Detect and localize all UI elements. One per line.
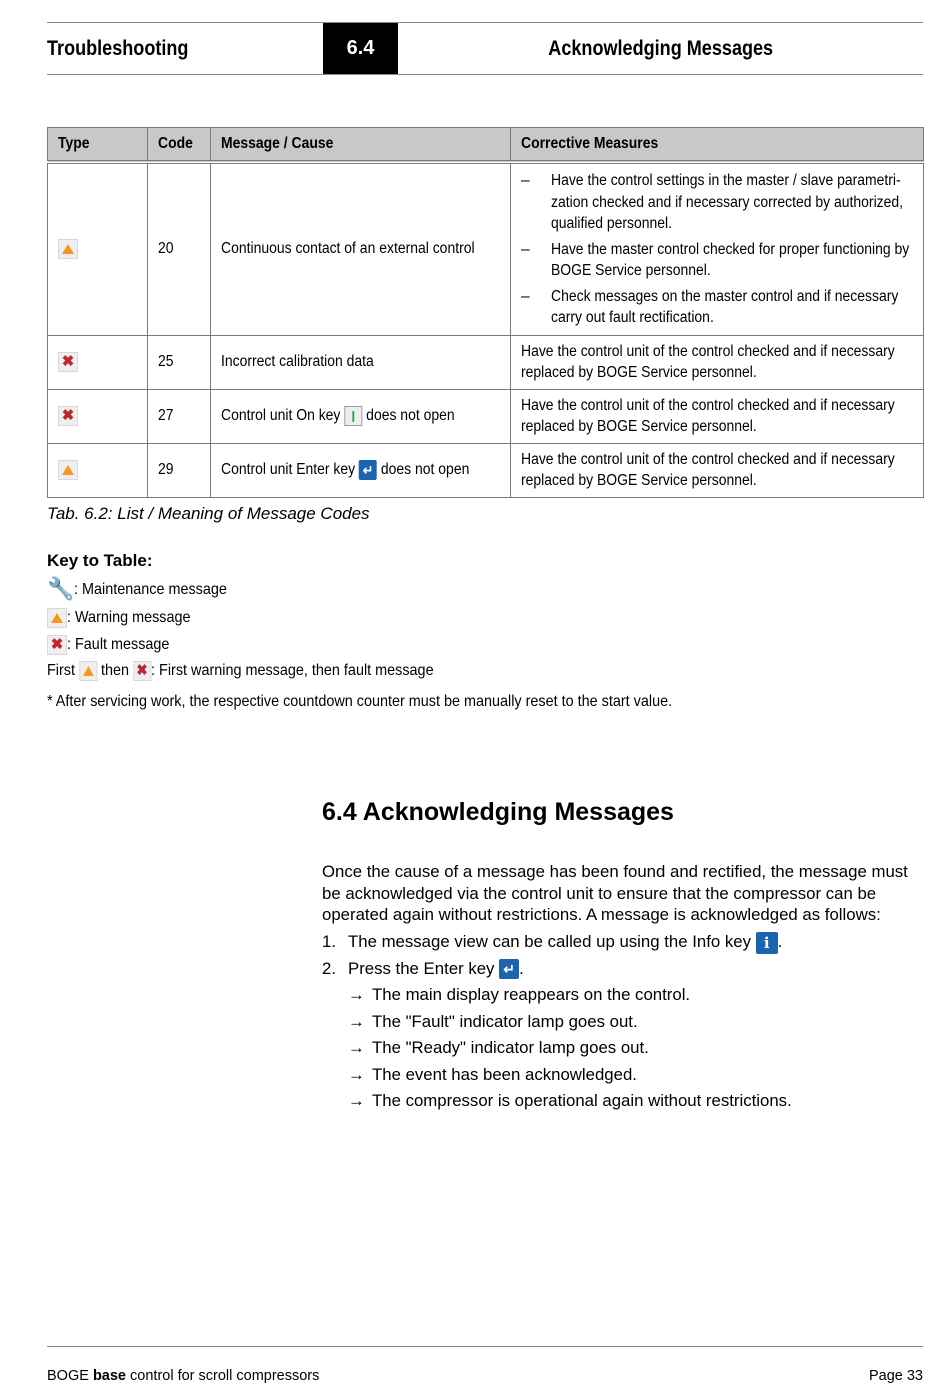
code-cell: 25: [148, 335, 211, 389]
message-cell: Control unit Enter key ↵ does not open: [211, 443, 511, 497]
fault-icon: ✖: [58, 352, 78, 372]
message-cell: Incorrect calibration data: [211, 335, 511, 389]
fault-icon: ✖: [58, 406, 78, 426]
step-item: 2. Press the Enter key ↵ .: [322, 958, 524, 978]
measures-cell: [511, 162, 924, 335]
result-item: → The "Fault" indicator lamp goes out.: [322, 1009, 924, 1036]
table-row: [48, 389, 924, 443]
key-fault: ✖ : Fault message: [47, 635, 181, 655]
table-row: [48, 162, 924, 335]
page-number: Page 33: [868, 1368, 923, 1384]
footer-product: BOGE base control for scroll compressors: [47, 1368, 320, 1384]
footer-divider: [47, 1346, 923, 1347]
warning-icon: [58, 460, 78, 480]
message-cell: Control unit On key does not open: [211, 389, 511, 443]
column-header-measures: Corrective Measures: [511, 128, 924, 163]
measure-item: – Check messages on the master control and if necessary carry out fault rectification.: [521, 286, 913, 329]
fault-icon: ✖: [133, 661, 151, 681]
table-header-row: [48, 128, 924, 163]
result-item: → The main display reappears on the control.: [322, 982, 924, 1009]
table-row: [48, 443, 924, 497]
column-header-type: Type: [48, 128, 148, 163]
measures-cell: Have the control unit of the control checked and if necessary replaced by BOGE Service personnel.: [511, 335, 924, 389]
arrow-icon: →: [348, 1064, 365, 1084]
table-row: [48, 335, 924, 389]
key-title: Key to Table:: [47, 551, 153, 570]
key-warning: : Warning message: [47, 608, 204, 628]
code-cell: 20: [148, 162, 211, 335]
result-item: → The "Ready" indicator lamp goes out.: [322, 1035, 924, 1062]
chapter-title: Troubleshooting: [47, 37, 189, 60]
fault-icon: ✖: [47, 635, 67, 655]
key-footnote: * After servicing work, the respective countdown counter must be manually reset to the start value.: [47, 693, 673, 710]
on-key-icon: [344, 406, 362, 426]
section-heading: 6.4 Acknowledging Messages: [322, 798, 674, 826]
warning-icon: [47, 608, 67, 628]
column-header-code: Code: [148, 128, 211, 163]
page-header: [47, 22, 923, 75]
code-cell: 29: [148, 443, 211, 497]
warning-icon: [58, 239, 78, 259]
message-codes-table: [47, 127, 924, 498]
arrow-icon: →: [348, 1011, 365, 1031]
measure-item: – Have the master control checked for proper functioning by BOGE Service personnel.: [521, 239, 913, 282]
header-section-title: Acknowledging Messages: [548, 37, 774, 60]
type-cell: [48, 443, 148, 497]
table-caption: Tab. 6.2: List / Meaning of Message Codes: [47, 504, 370, 523]
measures-cell: Have the control unit of the control checked and if necessary replaced by BOGE Service personnel.: [511, 443, 924, 497]
type-cell: [48, 335, 148, 389]
arrow-icon: →: [348, 1091, 365, 1110]
info-key-icon: i: [756, 932, 778, 954]
result-item: → The compressor is operational again without restrictions.: [322, 1088, 924, 1115]
type-cell: [48, 389, 148, 443]
procedure-steps: [322, 929, 924, 1115]
code-cell: 27: [148, 389, 211, 443]
enter-key-icon: ↵: [499, 959, 519, 979]
column-header-message: Message / Cause: [211, 128, 511, 163]
enter-key-icon: ↵: [359, 460, 377, 480]
key-combo: First then ✖ : First warning message, then fault message: [47, 662, 434, 680]
section-intro: Once the cause of a message has been found and rectified, the message must be acknowledged via the control unit to ensure that the compressor can be operated again without restrictions. A message is acknowledged as follows:: [322, 862, 908, 924]
type-cell: [48, 162, 148, 335]
warning-icon: [79, 661, 97, 681]
section-number-badge: 6.4: [323, 23, 398, 74]
arrow-icon: →: [348, 985, 365, 1004]
measures-cell: Have the control unit of the control checked and if necessary replaced by BOGE Service personnel.: [511, 389, 924, 443]
step-item: 1. The message view can be called up using the Info key i .: [322, 932, 783, 952]
result-item: → The event has been acknowledged.: [322, 1062, 924, 1089]
key-maintenance: 🔧: Maintenance message: [47, 577, 228, 602]
wrench-icon: 🔧: [47, 577, 75, 602]
measure-item: – Have the control settings in the master / slave parametri-zation checked and if necessary corrected by authorized, qualified personnel.: [521, 170, 913, 235]
arrow-icon: →: [348, 1038, 365, 1057]
message-cell: Continuous contact of an external control: [211, 162, 511, 335]
